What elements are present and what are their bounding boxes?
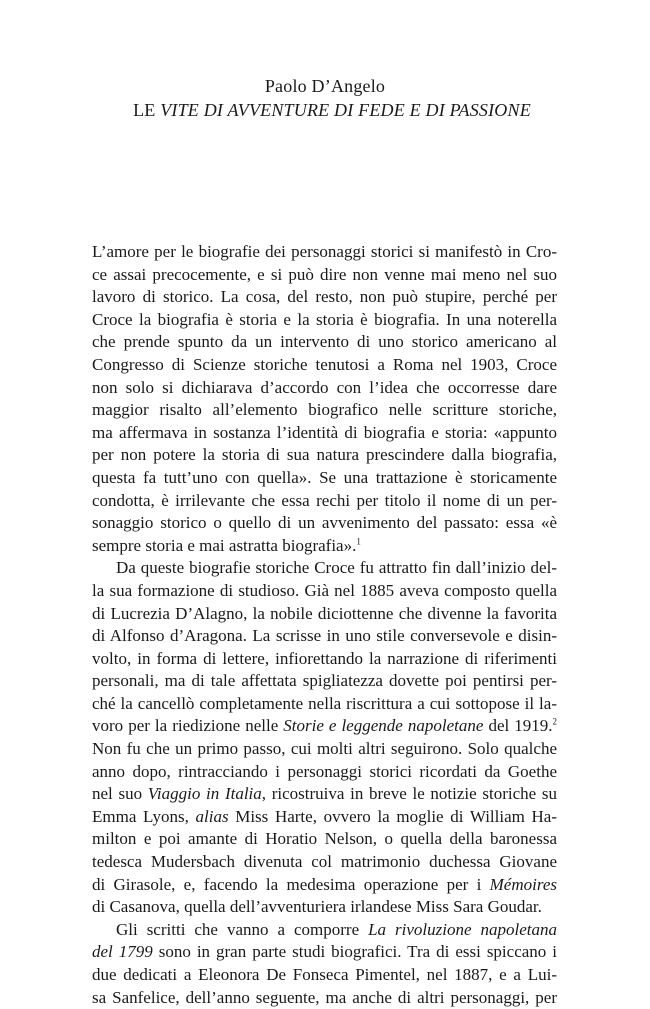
text-run: ce assai precocemente, e si può dire non venne mai meno nel suo	[92, 264, 557, 284]
text-run: voro per la riedizione nelle	[92, 716, 284, 736]
footnote-marker: 1	[356, 536, 361, 547]
text-run: Congresso di Scienze storiche tenutosi a Roma nel 1903, Croce	[92, 354, 557, 374]
text-line	[92, 422, 557, 445]
text-run: due dedicati a Eleonora De Fonseca Pimentel, nel 1887, e a Lui-	[92, 965, 557, 984]
text-line	[92, 693, 557, 716]
text-run: per non potere la storia di sua natura prescindere dalla biografia,	[92, 445, 557, 465]
text-line	[92, 580, 557, 603]
text-line	[92, 648, 557, 671]
text-run: Da queste biografie storiche Croce fu attratto fin dall’inizio del-	[116, 558, 557, 578]
italic-text: Storie e leggende napoletane	[283, 716, 484, 736]
text-run: questa fa tutt’uno con quella». Se una trattazione è storicamente	[92, 467, 557, 487]
text-run: Croce la biografia è storia e la storia è biografia. In una noterella	[92, 309, 557, 329]
text-line	[92, 399, 557, 422]
text-run: , ricostruiva in breve le notizie storiche su	[261, 784, 557, 804]
text-run: sonaggio storico o quello di un avvenimento del passato: essa «è	[92, 513, 557, 533]
text-line	[92, 467, 557, 490]
text-line	[92, 715, 557, 738]
text-run: lavoro di storico. La cosa, del resto, non può stupire, perché per	[92, 287, 557, 307]
text-run: Emma Lyons,	[92, 806, 196, 826]
text-line	[92, 264, 557, 287]
text-line	[92, 377, 557, 400]
text-line	[92, 512, 557, 535]
text-run: Miss Harte, ovvero la moglie di William Ha-	[228, 806, 557, 826]
text-line	[92, 987, 557, 1009]
text-run: la sua formazione di studioso. Già nel 1885 aveva composto quella	[92, 580, 557, 600]
text-run: personali, ma di tale affettata spigliatezza dovette poi pentirsi per-	[92, 671, 557, 691]
text-run: Non fu che un primo passo, cui molti altri seguirono. Solo qualche	[92, 739, 557, 759]
text-run: nel suo	[92, 784, 148, 804]
italic-text: La rivoluzione napoletana	[368, 919, 557, 939]
author-name: Paolo D’Angelo	[264, 76, 386, 96]
text-line	[92, 625, 557, 648]
text-run: non solo si dichiarava d’accordo con l’idea che occorresse dare	[92, 377, 557, 397]
title-italic: VITE DI AVVENTURE DI FEDE E DI PASSIONE	[160, 100, 531, 120]
text-line	[92, 874, 557, 897]
text-line	[92, 331, 557, 354]
text-line	[92, 241, 557, 264]
text-run: ché la cancellò completamente nella riscrittura a cui sottopose il la-	[92, 693, 557, 713]
text-line	[92, 896, 557, 919]
text-run: sempre storia e mai astratta biografia».	[92, 535, 357, 555]
text-run: maggior risalto all’elemento biografico nelle scritture storiche,	[92, 400, 557, 420]
text-line	[92, 738, 557, 761]
text-line	[92, 354, 557, 377]
text-run: condotta, è irrilevante che essa rechi per titolo il nome di un per-	[92, 490, 557, 510]
text-run: ma affermava in sostanza l’identità di biografia e storia: «appunto	[92, 422, 557, 442]
text-run: L’amore per le biografie dei personaggi storici si manifestò in Cro-	[92, 242, 557, 261]
text-line	[92, 941, 557, 964]
italic-text: Viaggio in Italia	[147, 784, 262, 804]
text-line	[92, 286, 557, 309]
title-prefix: LE	[133, 100, 161, 120]
italic-text: del 1799	[92, 942, 153, 962]
text-line	[92, 670, 557, 693]
text-line	[92, 444, 557, 467]
body-text	[92, 241, 557, 1009]
text-line	[92, 851, 557, 874]
text-line	[92, 828, 557, 851]
text-run: del 1919.	[483, 716, 553, 736]
text-run: di Girasole, e, facendo la medesima operazione per i	[92, 874, 490, 894]
text-run: sa Sanfelice, dell’anno seguente, ma anche di altri personaggi, per	[92, 987, 557, 1007]
text-line	[92, 490, 557, 513]
text-line	[92, 557, 557, 580]
text-run: Gli scritti che vanno a comporre	[116, 919, 369, 939]
text-run: milton e poi amante di Horatio Nelson, o quella della baronessa	[92, 829, 557, 849]
text-run: di Alfonso d’Aragona. La scrisse in uno stile conversevole e disin-	[92, 626, 557, 646]
italic-text: Mémoires	[489, 874, 557, 894]
footnote-marker: 2	[552, 716, 557, 727]
text-run: di Lucrezia D’Alagno, la nobile diciottenne che divenne la favorita	[92, 603, 557, 623]
text-run: sono in gran parte studi biografici. Tra di essi spiccano i	[152, 942, 557, 962]
text-line	[92, 919, 557, 942]
text-line	[92, 535, 557, 558]
text-run: anno dopo, rintracciando i personaggi storici ricordati da Goethe	[92, 761, 557, 781]
text-run: tedesca Mudersbach divenuta col matrimonio duchessa Giovane	[92, 852, 557, 872]
text-line	[92, 761, 557, 784]
text-run: volto, in forma di lettere, infiorettando la narrazione di riferimenti	[92, 648, 557, 668]
text-line	[92, 603, 557, 626]
text-run: di Casanova, quella dell’avventuriera irlandese Miss Sara Goudar.	[92, 897, 542, 917]
italic-text: alias	[195, 806, 229, 826]
article-title	[14, 98, 650, 122]
text-line	[92, 783, 557, 806]
text-line	[92, 964, 557, 987]
text-run: che prende spunto da un intervento di uno storico americano al	[92, 332, 557, 352]
article-header	[0, 74, 650, 122]
text-line	[92, 309, 557, 332]
text-line	[92, 806, 557, 829]
